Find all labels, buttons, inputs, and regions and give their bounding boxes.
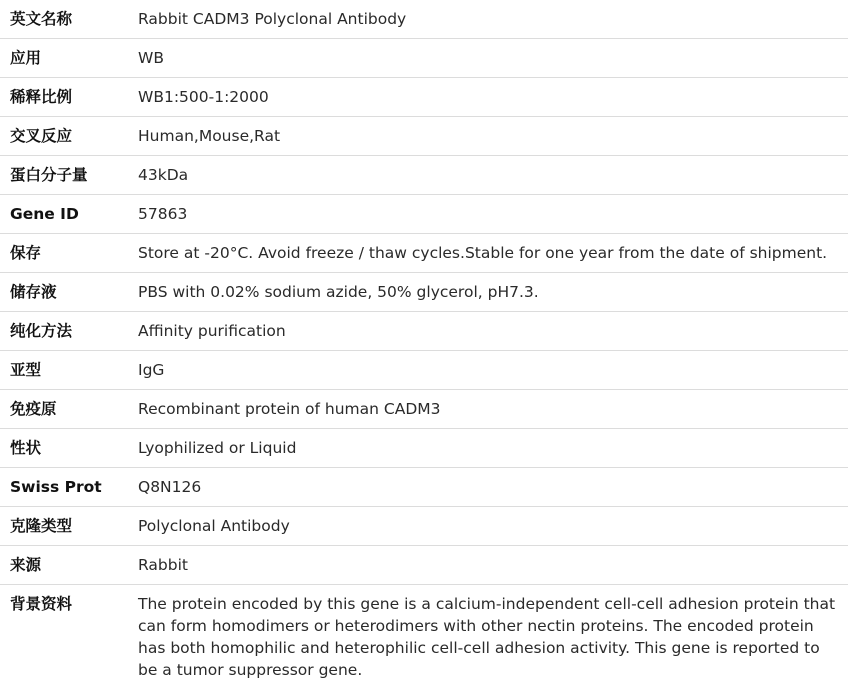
spec-label: 蛋白分子量 bbox=[10, 166, 88, 184]
spec-label: 应用 bbox=[10, 49, 42, 67]
spec-label: Gene ID bbox=[10, 205, 79, 223]
spec-row-form bbox=[0, 429, 848, 468]
spec-value: Store at -20°C. Avoid freeze / thaw cycles.Stable for one year from the date of shipment. bbox=[138, 244, 828, 262]
spec-label: 英文名称 bbox=[10, 10, 73, 28]
spec-row-cross-reactivity bbox=[0, 117, 848, 156]
spec-label: 性状 bbox=[10, 439, 42, 457]
spec-row-background bbox=[0, 585, 848, 690]
spec-row-immunogen bbox=[0, 390, 848, 429]
spec-label: 来源 bbox=[10, 556, 42, 574]
spec-value: IgG bbox=[138, 361, 165, 379]
spec-label: 储存液 bbox=[10, 283, 57, 301]
spec-value: Lyophilized or Liquid bbox=[138, 439, 297, 457]
spec-row-swiss-prot bbox=[0, 468, 848, 507]
spec-value: 57863 bbox=[138, 205, 188, 223]
spec-value: The protein encoded by this gene is a calcium-independent cell-cell adhesion protein that can form homodimers or heterodimers with other nectin proteins. The encoded protein has both homophilic and heterophilic cell-cell adhesion activity. This gene is reported to be a tumor suppressor gene. bbox=[138, 595, 836, 679]
spec-value: WB bbox=[138, 49, 164, 67]
spec-row-gene-id bbox=[0, 195, 848, 234]
spec-label: 克隆类型 bbox=[10, 517, 73, 535]
spec-row-clonality bbox=[0, 507, 848, 546]
spec-label: Swiss Prot bbox=[10, 478, 102, 496]
spec-value: Rabbit CADM3 Polyclonal Antibody bbox=[138, 10, 407, 28]
spec-row-purification bbox=[0, 312, 848, 351]
spec-row-molecular-weight bbox=[0, 156, 848, 195]
spec-row-dilution bbox=[0, 78, 848, 117]
spec-value: Affinity purification bbox=[138, 322, 286, 340]
spec-value: PBS with 0.02% sodium azide, 50% glycerol, pH7.3. bbox=[138, 283, 539, 301]
spec-value: 43kDa bbox=[138, 166, 189, 184]
spec-value: Rabbit bbox=[138, 556, 188, 574]
spec-row-application bbox=[0, 39, 848, 78]
spec-value: Human,Mouse,Rat bbox=[138, 127, 281, 145]
spec-row-english-name bbox=[0, 0, 848, 39]
spec-label: 保存 bbox=[10, 244, 42, 262]
spec-row-buffer bbox=[0, 273, 848, 312]
spec-value: Recombinant protein of human CADM3 bbox=[138, 400, 441, 418]
spec-value: Polyclonal Antibody bbox=[138, 517, 290, 535]
spec-value: Q8N126 bbox=[138, 478, 202, 496]
spec-value: WB1:500-1:2000 bbox=[138, 88, 269, 106]
spec-label: 纯化方法 bbox=[10, 322, 73, 340]
spec-row-storage bbox=[0, 234, 848, 273]
spec-label: 稀释比例 bbox=[10, 88, 73, 106]
spec-label: 交叉反应 bbox=[10, 127, 73, 145]
spec-label: 背景资料 bbox=[10, 595, 73, 613]
spec-label: 免疫原 bbox=[10, 400, 57, 418]
spec-label: 亚型 bbox=[10, 361, 42, 379]
spec-row-host bbox=[0, 546, 848, 585]
spec-row-isotype bbox=[0, 351, 848, 390]
